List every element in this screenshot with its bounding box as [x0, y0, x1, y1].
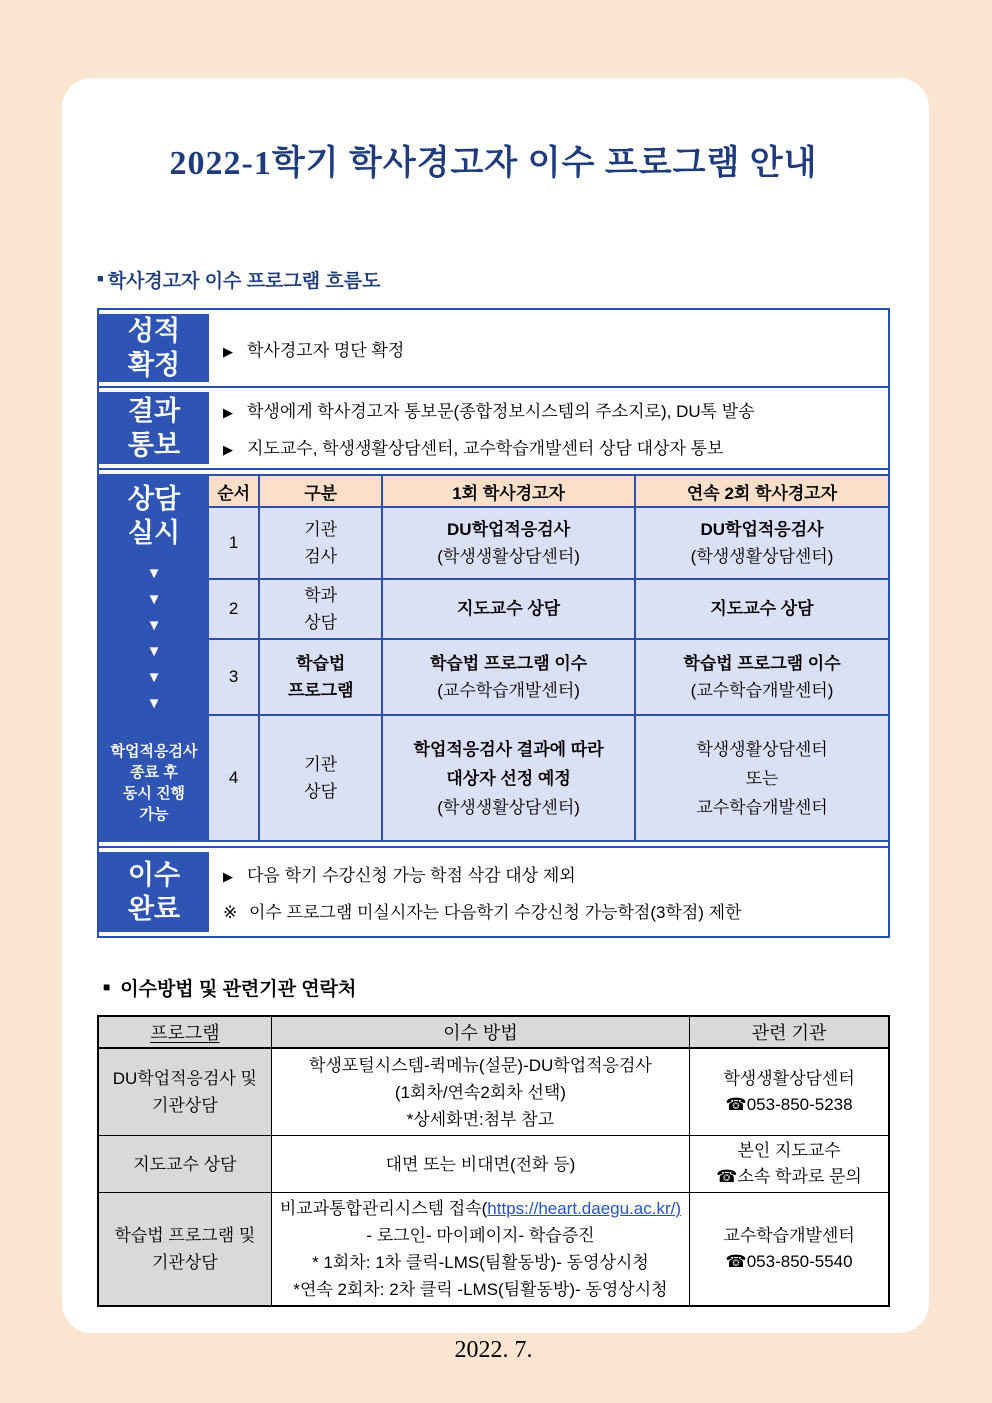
table-row — [209, 639, 888, 715]
phone-line: ☎053-850-5540 — [725, 1252, 853, 1271]
table-row — [98, 1193, 889, 1307]
flow-item-text: 학생에게 학사경고자 통보문(종합정보시스템의 주소지로), DU톡 발송 — [247, 402, 755, 421]
step-number: 3 — [209, 639, 259, 715]
org-cell: 교수학습개발센터 ☎053-850-5540 — [690, 1193, 889, 1307]
column-header-order: 순서 — [209, 475, 259, 507]
page-title: 2022-1학기 학사경고자 이수 프로그램 안내 — [169, 145, 818, 182]
first-warning-cell: 지도교수 상담 — [382, 579, 635, 639]
flow-stage-notify — [99, 386, 888, 468]
step-number: 1 — [209, 507, 259, 579]
down-arrow-icon: ▼ — [146, 565, 162, 582]
program-cell: 학습법 프로그램 및 기관상담 — [98, 1193, 271, 1307]
contact-table — [97, 1015, 890, 1307]
method-cell: 비교과통합관리시스템 접속(https://heart.daegu.ac.kr/) - 로그인- 마이페이지- 학습증진 * 1회차: 1차 클릭-LMS(팀활동방)- 동영상시청 *연속 2회차: 2차 클릭 -LMS(팀활동방)- 동영상시청 — [271, 1193, 689, 1307]
method-link-prefix: 비교과통합관리시스템 접속( — [279, 1199, 488, 1218]
flow-item — [223, 898, 888, 923]
flow-stage-grade — [99, 310, 888, 386]
flow-stage-counsel — [99, 468, 888, 846]
step-category: 기관 상담 — [259, 715, 382, 841]
flow-section-heading-text: 학사경고자 이수 프로그램 흐름도 — [107, 271, 381, 292]
table-row — [209, 507, 888, 579]
first-warning-cell: DU학업적응검사 (학생생활상담센터) — [382, 507, 635, 579]
program-cell: 지도교수 상담 — [98, 1136, 271, 1193]
second-warning-cell: 학생생활상담센터 또는 교수학습개발센터 — [635, 715, 888, 841]
org-cell: 학생생활상담센터 ☎053-850-5238 — [690, 1048, 889, 1136]
flow-table — [97, 308, 890, 938]
stage-label-counsel — [99, 474, 209, 842]
stage-grade-content — [209, 310, 888, 386]
stage-label-notify: 결과 통보 — [99, 392, 209, 464]
down-arrow-icon: ▼ — [146, 695, 162, 712]
contact-header-row — [98, 1016, 889, 1048]
counsel-steps-table — [209, 474, 888, 842]
stage-label-complete: 이수 완료 — [99, 852, 209, 932]
step-number: 2 — [209, 579, 259, 639]
square-bullet-icon: ■ — [103, 980, 111, 994]
step-number: 4 — [209, 715, 259, 841]
program-cell: DU학업적응검사 및 기관상담 — [98, 1048, 271, 1136]
flow-item — [223, 397, 888, 422]
flow-arrows — [147, 566, 162, 711]
column-header-organization: 관련 기관 — [690, 1016, 889, 1048]
stage-notify-content — [209, 388, 888, 468]
table-row — [98, 1048, 889, 1136]
flow-item-text: 지도교수, 학생생활상담센터, 교수학습개발센터 상담 대상자 통보 — [247, 439, 724, 458]
second-warning-cell: DU학업적응검사 (학생생활상담센터) — [635, 507, 888, 579]
step-category: 기관 검사 — [259, 507, 382, 579]
down-arrow-icon: ▼ — [146, 591, 162, 608]
table-row — [209, 579, 888, 639]
column-header-method: 이수 방법 — [271, 1016, 689, 1048]
first-warning-cell: 학습법 프로그램 이수 (교수학습개발센터) — [382, 639, 635, 715]
flow-item — [223, 434, 888, 459]
column-header-program: 프로그램 — [98, 1016, 271, 1048]
issue-date: 2022. 7. — [454, 1337, 533, 1363]
flow-item — [223, 861, 888, 886]
method-cell: 대면 또는 비대면(전화 등) — [271, 1136, 689, 1193]
down-arrow-icon: ▼ — [146, 669, 162, 686]
contact-section-heading — [97, 974, 890, 1001]
column-header-second-warning: 연속 2회 학사경고자 — [635, 475, 888, 507]
flow-item-text: 학사경고자 명단 확정 — [247, 340, 405, 360]
flow-section-heading — [97, 266, 890, 293]
step-category: 학습법 프로그램 — [259, 639, 382, 715]
table-row — [98, 1136, 889, 1193]
triangle-bullet-icon: ▶ — [223, 442, 233, 457]
first-warning-cell: 학업적응검사 결과에 따라 대상자 선정 예정 (학생생활상담센터) — [382, 715, 635, 841]
column-header-category: 구분 — [259, 475, 382, 507]
flow-stage-complete — [99, 846, 888, 936]
square-bullet-icon: ■ — [97, 273, 104, 285]
document-card — [62, 78, 929, 1363]
stage-label-text: 상담 실시 — [127, 484, 181, 548]
down-arrow-icon: ▼ — [146, 643, 162, 660]
stage-label-grade: 성적 확정 — [99, 314, 209, 382]
org-cell: 본인 지도교수 ☎소속 학과로 문의 — [690, 1136, 889, 1193]
stage-note: 학업적응검사 종료 후 동시 진행 가능 — [110, 743, 198, 823]
second-warning-cell: 지도교수 상담 — [635, 579, 888, 639]
flow-item-text: 다음 학기 수강신청 가능 학점 삭감 대상 제외 — [247, 866, 576, 885]
triangle-bullet-icon: ▶ — [223, 405, 233, 420]
down-arrow-icon: ▼ — [146, 617, 162, 634]
table-row — [209, 715, 888, 841]
contact-section-heading-text: 이수방법 및 관련기관 연락처 — [120, 979, 357, 1000]
step-category: 학과 상담 — [259, 579, 382, 639]
stage-complete-content — [209, 848, 888, 936]
triangle-bullet-icon: ▶ — [223, 869, 233, 884]
phone-line: ☎053-850-5238 — [725, 1095, 853, 1114]
flow-item — [223, 336, 888, 361]
column-header-first-warning: 1회 학사경고자 — [382, 475, 635, 507]
steps-header-row — [209, 475, 888, 507]
triangle-bullet-icon: ▶ — [223, 343, 233, 359]
phone-line: ☎소속 학과로 문의 — [716, 1167, 862, 1186]
reference-mark-icon: ※ — [223, 903, 238, 922]
second-warning-cell: 학습법 프로그램 이수 (교수학습개발센터) — [635, 639, 888, 715]
method-cell: 학생포털시스템-퀵메뉴(설문)-DU학업적응검사 (1회차/연속2회차 선택) *상세화면:첨부 참고 — [271, 1048, 689, 1136]
stage-counsel-content — [209, 470, 888, 846]
flow-item-text: 이수 프로그램 미실시자는 다음학기 수강신청 가능학점(3학점) 제한 — [249, 903, 742, 922]
heart-system-link[interactable]: https://heart.daegu.ac.kr/) — [487, 1199, 682, 1218]
